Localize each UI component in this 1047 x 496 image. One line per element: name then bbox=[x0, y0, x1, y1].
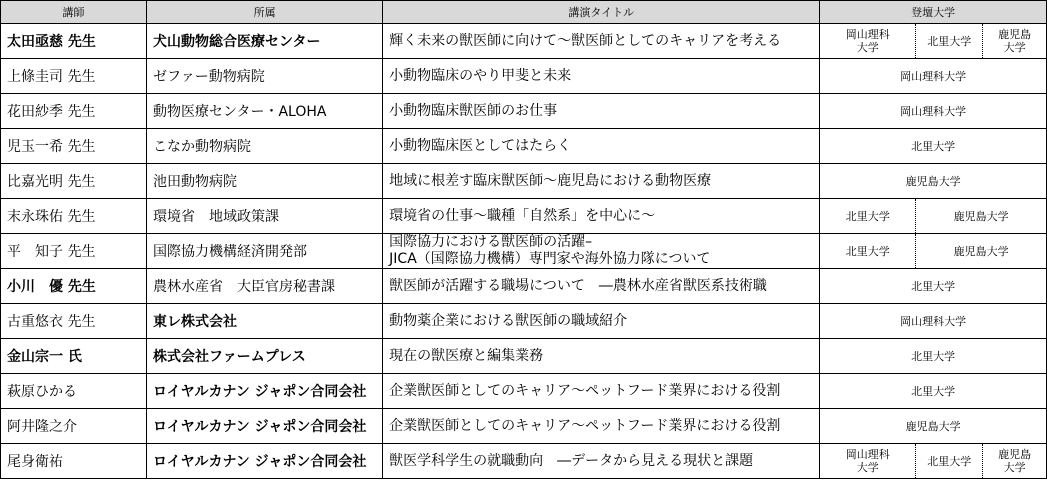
table-row bbox=[1, 339, 1047, 374]
affiliation-cell: 環境省 地域政策課 bbox=[147, 199, 383, 234]
title-cell: 小動物臨床のやり甲斐と未来 bbox=[383, 59, 820, 94]
lecturer-cell: 金山宗一 氏 bbox=[1, 339, 147, 374]
lecturer-cell: 阿井隆之介 bbox=[1, 409, 147, 444]
university-cell: 北里大学 bbox=[820, 374, 1047, 409]
affiliation-cell: 動物医療センター・ALOHA bbox=[147, 94, 383, 129]
lecturer-cell: 末永珠佑 先生 bbox=[1, 199, 147, 234]
title-cell: 小動物臨床獣医師のお仕事 bbox=[383, 94, 820, 129]
university-cell: 岡山理科 大学 bbox=[820, 24, 916, 59]
table-row bbox=[1, 164, 1047, 199]
university-cell: 北里大学 bbox=[820, 269, 1047, 304]
title-cell: 獣医師が活躍する職場について ―農林水産省獣医系技術職 bbox=[383, 269, 820, 304]
table-row bbox=[1, 444, 1047, 479]
affiliation-cell: 犬山動物総合医療センター bbox=[147, 24, 383, 59]
title-cell: 企業獣医師としてのキャリア～ペットフード業界における役割 bbox=[383, 409, 820, 444]
university-cell: 北里大学 bbox=[820, 339, 1047, 374]
affiliation-cell: ロイヤルカナン ジャポン合同会社 bbox=[147, 374, 383, 409]
university-cell: 岡山理科 大学 bbox=[820, 444, 916, 479]
affiliation-cell: 国際協力機構経済開発部 bbox=[147, 234, 383, 269]
lecturer-cell: 花田紗季 先生 bbox=[1, 94, 147, 129]
table-row bbox=[1, 409, 1047, 444]
affiliation-cell: ロイヤルカナン ジャポン合同会社 bbox=[147, 409, 383, 444]
university-cell: 北里大学 bbox=[916, 444, 983, 479]
header-title: 講演タイトル bbox=[383, 1, 820, 24]
university-cell: 北里大学 bbox=[820, 199, 916, 234]
title-cell: 小動物臨床医としてはたらく bbox=[383, 129, 820, 164]
title-cell: 地域に根差す臨床獣医師～鹿児島における動物医療 bbox=[383, 164, 820, 199]
affiliation-cell: こなか動物病院 bbox=[147, 129, 383, 164]
table-row bbox=[1, 199, 1047, 234]
table-row bbox=[1, 374, 1047, 409]
university-cell: 岡山理科大学 bbox=[820, 94, 1047, 129]
table-row bbox=[1, 24, 1047, 59]
lecturer-cell: 上條圭司 先生 bbox=[1, 59, 147, 94]
lecturer-cell: 児玉一希 先生 bbox=[1, 129, 147, 164]
university-cell: 北里大学 bbox=[916, 24, 983, 59]
title-cell: 環境省の仕事～職種「自然系」を中心に～ bbox=[383, 199, 820, 234]
header-affiliation: 所属 bbox=[147, 1, 383, 24]
header-row bbox=[1, 1, 1047, 24]
university-cell: 岡山理科大学 bbox=[820, 59, 1047, 94]
table-row bbox=[1, 304, 1047, 339]
lecturer-cell: 太田亟慈 先生 bbox=[1, 24, 147, 59]
lecturer-cell: 尾身衛祐 bbox=[1, 444, 147, 479]
lecturer-cell: 比嘉光明 先生 bbox=[1, 164, 147, 199]
university-cell: 北里大学 bbox=[820, 234, 916, 269]
affiliation-cell: ロイヤルカナン ジャポン合同会社 bbox=[147, 444, 383, 479]
university-cell: 北里大学 bbox=[820, 129, 1047, 164]
university-cell: 鹿児島大学 bbox=[820, 164, 1047, 199]
lecturer-cell: 平 知子 先生 bbox=[1, 234, 147, 269]
lecturer-cell: 小川 優 先生 bbox=[1, 269, 147, 304]
university-cell: 鹿児島大学 bbox=[916, 234, 1047, 269]
title-cell: 動物薬企業における獣医師の職域紹介 bbox=[383, 304, 820, 339]
title-cell: 獣医学科学生の就職動向 ―データから見える現状と課題 bbox=[383, 444, 820, 479]
affiliation-cell: 池田動物病院 bbox=[147, 164, 383, 199]
table-row bbox=[1, 269, 1047, 304]
university-cell: 岡山理科大学 bbox=[820, 304, 1047, 339]
title-cell: 現在の獣医療と編集業務 bbox=[383, 339, 820, 374]
university-cell: 鹿児島大学 bbox=[820, 409, 1047, 444]
table-row bbox=[1, 94, 1047, 129]
title-cell: 企業獣医師としてのキャリア～ペットフード業界における役割 bbox=[383, 374, 820, 409]
university-cell: 鹿児島 大学 bbox=[983, 444, 1047, 479]
title-cell: 輝く未来の獣医師に向けて～獣医師としてのキャリアを考える bbox=[383, 24, 820, 59]
lecturer-cell: 萩原ひかる bbox=[1, 374, 147, 409]
affiliation-cell: 農林水産省 大臣官房秘書課 bbox=[147, 269, 383, 304]
header-lecturer: 講師 bbox=[1, 1, 147, 24]
title-cell: 国際協力における獣医師の活躍– JICA（国際協力機構）専門家や海外協力隊について bbox=[383, 234, 820, 269]
header-university: 登壇大学 bbox=[820, 1, 1047, 24]
lecturer-cell: 古重悠衣 先生 bbox=[1, 304, 147, 339]
affiliation-cell: 株式会社ファームプレス bbox=[147, 339, 383, 374]
table-body bbox=[1, 24, 1047, 479]
affiliation-cell: ゼファー動物病院 bbox=[147, 59, 383, 94]
affiliation-cell: 東レ株式会社 bbox=[147, 304, 383, 339]
table-row bbox=[1, 129, 1047, 164]
university-cell: 鹿児島 大学 bbox=[983, 24, 1047, 59]
table-row bbox=[1, 234, 1047, 269]
table-row bbox=[1, 59, 1047, 94]
university-cell: 鹿児島大学 bbox=[916, 199, 1047, 234]
